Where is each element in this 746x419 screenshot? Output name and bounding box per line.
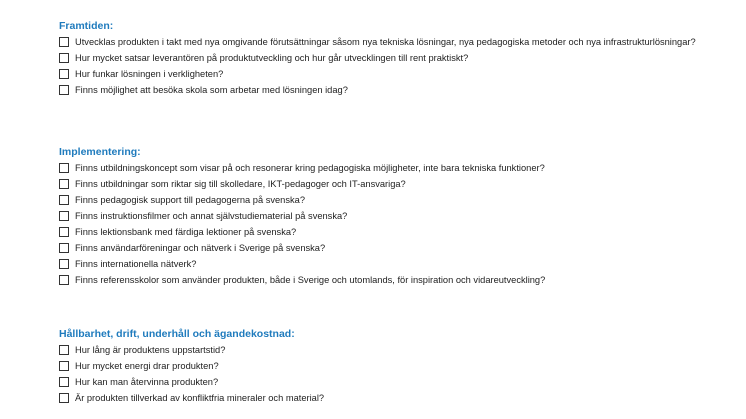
checklist-item — [59, 344, 699, 357]
item-text: Hur funkar lösningen i verkligheten? — [75, 69, 224, 79]
checklist-item — [59, 52, 699, 65]
checkbox[interactable] — [59, 393, 69, 403]
checklist-item — [59, 84, 699, 97]
item-text: Finns instruktionsfilmer och annat självstudiematerial på svenska? — [75, 211, 348, 221]
item-text: Finns pedagogisk support till pedagogerna på svenska? — [75, 195, 305, 205]
item-text: Hur mycket energi drar produkten? — [75, 361, 219, 371]
checklist-item — [59, 68, 699, 81]
checklist-item — [59, 376, 699, 389]
checklist-item — [59, 162, 699, 175]
checkbox[interactable] — [59, 211, 69, 221]
section-heading: Implementering: — [59, 146, 141, 158]
checklist-item — [59, 178, 699, 191]
checklist-item — [59, 392, 699, 405]
item-text: Finns utbildningskoncept som visar på och resonerar kring pedagogiska möjligheter, inte bara tekniska funktioner? — [75, 163, 545, 173]
section-framtiden — [59, 20, 699, 100]
checkbox[interactable] — [59, 69, 69, 79]
checkbox[interactable] — [59, 377, 69, 387]
section-heading: Framtiden: — [59, 20, 114, 32]
checkbox[interactable] — [59, 179, 69, 189]
checklist-item — [59, 194, 699, 207]
item-text: Hur lång är produktens uppstartstid? — [75, 345, 226, 355]
item-text: Hur mycket satsar leverantören på produktutveckling och hur går utvecklingen till rent praktiskt? — [75, 53, 469, 63]
section-hallbarhet — [59, 328, 699, 408]
section-implementering — [59, 146, 699, 290]
item-text: Finns internationella nätverk? — [75, 259, 197, 269]
checkbox[interactable] — [59, 275, 69, 285]
checkbox[interactable] — [59, 243, 69, 253]
item-text: Är produkten tillverkad av konfliktfria mineraler och material? — [75, 393, 325, 403]
checklist-item — [59, 210, 699, 223]
checklist-item — [59, 242, 699, 255]
checkbox[interactable] — [59, 53, 69, 63]
checkbox[interactable] — [59, 37, 69, 47]
checklist-item — [59, 274, 699, 287]
checkbox[interactable] — [59, 345, 69, 355]
checkbox[interactable] — [59, 195, 69, 205]
item-text: Finns möjlighet att besöka skola som arbetar med lösningen idag? — [75, 85, 348, 95]
item-text: Finns referensskolor som använder produkten, både i Sverige och utomlands, för inspiration och vidareutveckling? — [75, 275, 546, 285]
checkbox[interactable] — [59, 227, 69, 237]
checkbox[interactable] — [59, 163, 69, 173]
checklist-item — [59, 226, 699, 239]
section-heading: Hållbarhet, drift, underhåll och ägandekostnad: — [59, 328, 295, 340]
item-text: Finns utbildningar som riktar sig till skolledare, IKT-pedagoger och IT-ansvariga? — [75, 179, 406, 189]
item-text: Utvecklas produkten i takt med nya omgivande förutsättningar såsom nya tekniska lösningar, nya pedagogiska metoder och nya infrastrukturlösningar? — [75, 37, 696, 47]
checklist-item — [59, 258, 699, 271]
item-text: Hur kan man återvinna produkten? — [75, 377, 219, 387]
checkbox[interactable] — [59, 259, 69, 269]
item-text: Finns lektionsbank med färdiga lektioner på svenska? — [75, 227, 297, 237]
item-text: Finns användarföreningar och nätverk i Sverige på svenska? — [75, 243, 326, 253]
checkbox[interactable] — [59, 361, 69, 371]
checklist-item — [59, 360, 699, 373]
checkbox[interactable] — [59, 85, 69, 95]
checklist-item — [59, 36, 705, 49]
